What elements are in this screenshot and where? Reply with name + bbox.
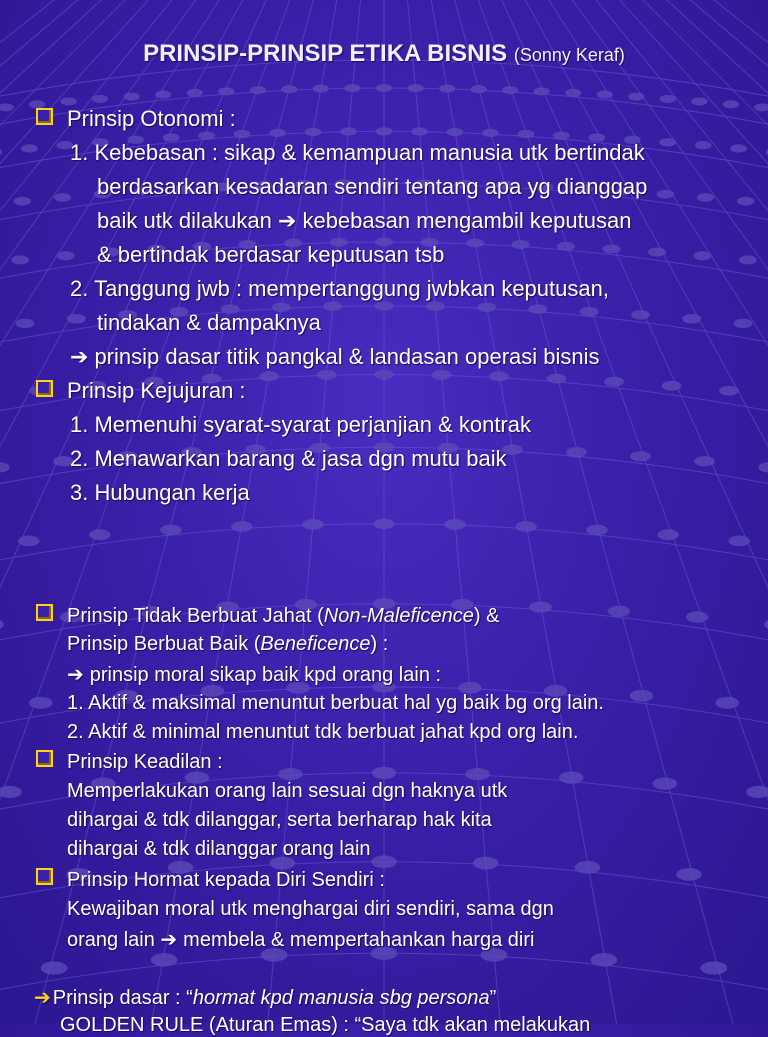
right-arrow-icon: ➔ — [278, 208, 297, 233]
bullet-icon — [36, 750, 53, 767]
slide-title — [0, 40, 768, 68]
bullet-icon — [36, 868, 53, 885]
otonomi-item-1-line-1: 1. Kebebasan : sikap & kemampuan manusia utk bertindak — [70, 140, 645, 165]
moral-principle: ➔ prinsip moral sikap baik kpd orang lain : — [67, 664, 442, 686]
golden-rule: GOLDEN RULE (Aturan Emas) : “Saya tdk akan melakukan — [60, 1014, 591, 1036]
right-arrow-icon: ➔ — [160, 929, 178, 951]
right-arrow-icon: ➔ — [67, 664, 84, 686]
keadilan-heading: Prinsip Keadilan : — [36, 750, 223, 774]
right-arrow-icon: ➔ — [34, 987, 51, 1009]
otonomi-item-1-line-2: berdasarkan kesadaran sendiri tentang apa yg dianggap — [97, 174, 648, 199]
kejujuran-item-3: 3. Hubungan kerja — [70, 480, 250, 505]
moral-item-1: 1. Aktif & maksimal menuntut berbuat hal yg baik bg org lain. — [67, 692, 604, 714]
right-arrow-icon: ➔ — [70, 344, 89, 369]
baik-heading: Prinsip Berbuat Baik (Beneficence) : — [67, 633, 389, 655]
hormat-heading: Prinsip Hormat kepada Diri Sendiri : — [36, 868, 385, 892]
bullet-icon — [36, 108, 53, 125]
kejujuran-item-2: 2. Menawarkan barang & jasa dgn mutu baik — [70, 446, 507, 471]
keadilan-line-2: dihargai & tdk dilanggar, serta berharap hak kita — [67, 809, 492, 831]
bullet-icon — [36, 380, 53, 397]
otonomi-item-1-line-3: baik utk dilakukan ➔ kebebasan mengambil keputusan — [97, 208, 632, 233]
title-author: (Sonny Keraf) — [513, 45, 625, 65]
hormat-line-1: Kewajiban moral utk menghargai diri sendiri, sama dgn — [67, 898, 554, 920]
title-main: PRINSIP-PRINSIP ETIKA BISNIS — [143, 40, 508, 67]
otonomi-heading: Prinsip Otonomi : — [36, 106, 236, 132]
moral-item-2: 2. Aktif & minimal menuntut tdk berbuat jahat kpd org lain. — [67, 721, 579, 743]
otonomi-item-1-line-4: & bertindak berdasar keputusan tsb — [97, 242, 445, 267]
prinsip-dasar: ➔ Prinsip dasar : “hormat kpd manusia sbg persona” — [34, 987, 497, 1009]
otonomi-item-2-line-1: 2. Tanggung jwb : mempertanggung jwbkan keputusan, — [70, 276, 609, 301]
hormat-line-2: orang lain ➔ membela & mempertahankan harga diri — [67, 929, 535, 951]
keadilan-line-1: Memperlakukan orang lain sesuai dgn haknya utk — [67, 780, 508, 802]
otonomi-item-2-line-2: tindakan & dampaknya — [97, 310, 321, 335]
bullet-icon — [36, 604, 53, 621]
otonomi-conclusion: ➔ prinsip dasar titik pangkal & landasan operasi bisnis — [70, 344, 600, 369]
jahat-heading: Prinsip Tidak Berbuat Jahat (Non-Maleficence) & — [36, 604, 499, 628]
keadilan-line-3: dihargai & tdk dilanggar orang lain — [67, 838, 371, 860]
kejujuran-item-1: 1. Memenuhi syarat-syarat perjanjian & kontrak — [70, 412, 531, 437]
kejujuran-heading: Prinsip Kejujuran : — [36, 378, 246, 404]
